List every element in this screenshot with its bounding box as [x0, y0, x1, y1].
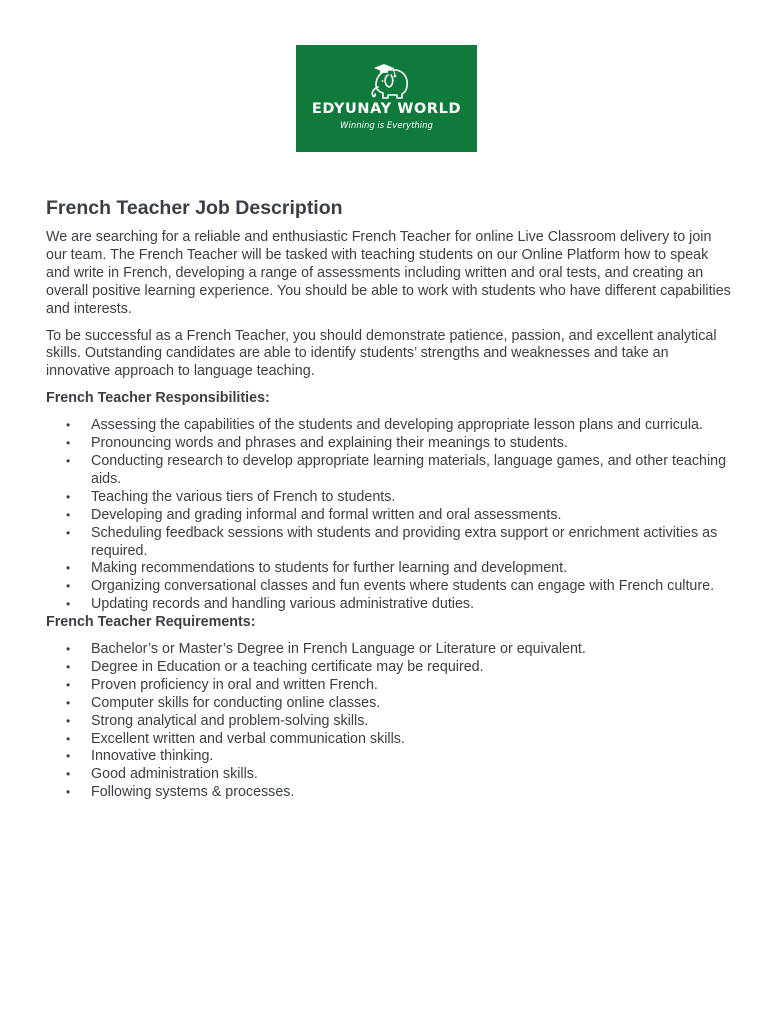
- responsibilities-heading: French Teacher Responsibilities:: [46, 390, 270, 407]
- requirements-heading: French Teacher Requirements:: [46, 614, 256, 631]
- list-item: • Computer skills for conducting online classes.: [46, 695, 736, 713]
- logo-tagline: Winning is Everything: [340, 121, 433, 131]
- list-item: • Assessing the capabilities of the students and developing appropriate lesson plans and curricula.: [46, 417, 736, 435]
- list-item: • Following systems & processes.: [46, 784, 736, 802]
- intro-paragraph: We are searching for a reliable and enthusiastic French Teacher for online Live Classroom delivery to join our team. The French Teacher will be tasked with teaching students on our Online Platform how to speak and write in French, developing a range of assessments including written and oral tests, and creating an overall positive learning experience. You should be able to work with students who have different capabilities and interests.: [46, 229, 731, 317]
- company-logo: [296, 45, 477, 152]
- list-item: • Updating records and handling various administrative duties.: [46, 596, 736, 614]
- logo-brand-name: EDYUNAY WORLD: [311, 101, 462, 117]
- requirements-list: [46, 641, 736, 802]
- document-body: [46, 196, 736, 802]
- responsibilities-list: [46, 417, 736, 614]
- graduation-elephant-icon: [296, 45, 477, 152]
- list-item: • Teaching the various tiers of French to students.: [46, 489, 736, 507]
- page-title: French Teacher Job Description: [46, 197, 343, 219]
- list-item: • Conducting research to develop appropriate learning materials, language games, and other teaching aids.: [46, 453, 736, 489]
- list-item: • Pronouncing words and phrases and explaining their meanings to students.: [46, 435, 736, 453]
- list-item: • Good administration skills.: [46, 766, 736, 784]
- list-item: • Excellent written and verbal communication skills.: [46, 731, 736, 749]
- list-item: • Proven proficiency in oral and written French.: [46, 677, 736, 695]
- list-item: • Scheduling feedback sessions with students and providing extra support or enrichment activities as required.: [46, 525, 736, 561]
- list-item: • Organizing conversational classes and fun events where students can engage with French culture.: [46, 578, 736, 596]
- list-item: • Strong analytical and problem-solving skills.: [46, 713, 736, 731]
- list-item: • Bachelor’s or Master’s Degree in French Language or Literature or equivalent.: [46, 641, 736, 659]
- list-item: • Degree in Education or a teaching certificate may be required.: [46, 659, 736, 677]
- success-paragraph: To be successful as a French Teacher, you should demonstrate patience, passion, and excellent analytical skills. Outstanding candidates are able to identify students’ strengths and weaknesses and take an innovative approach to language teaching.: [46, 327, 717, 380]
- list-item: • Developing and grading informal and formal written and oral assessments.: [46, 507, 736, 525]
- list-item: • Making recommendations to students for further learning and development.: [46, 560, 736, 578]
- list-item: • Innovative thinking.: [46, 748, 736, 766]
